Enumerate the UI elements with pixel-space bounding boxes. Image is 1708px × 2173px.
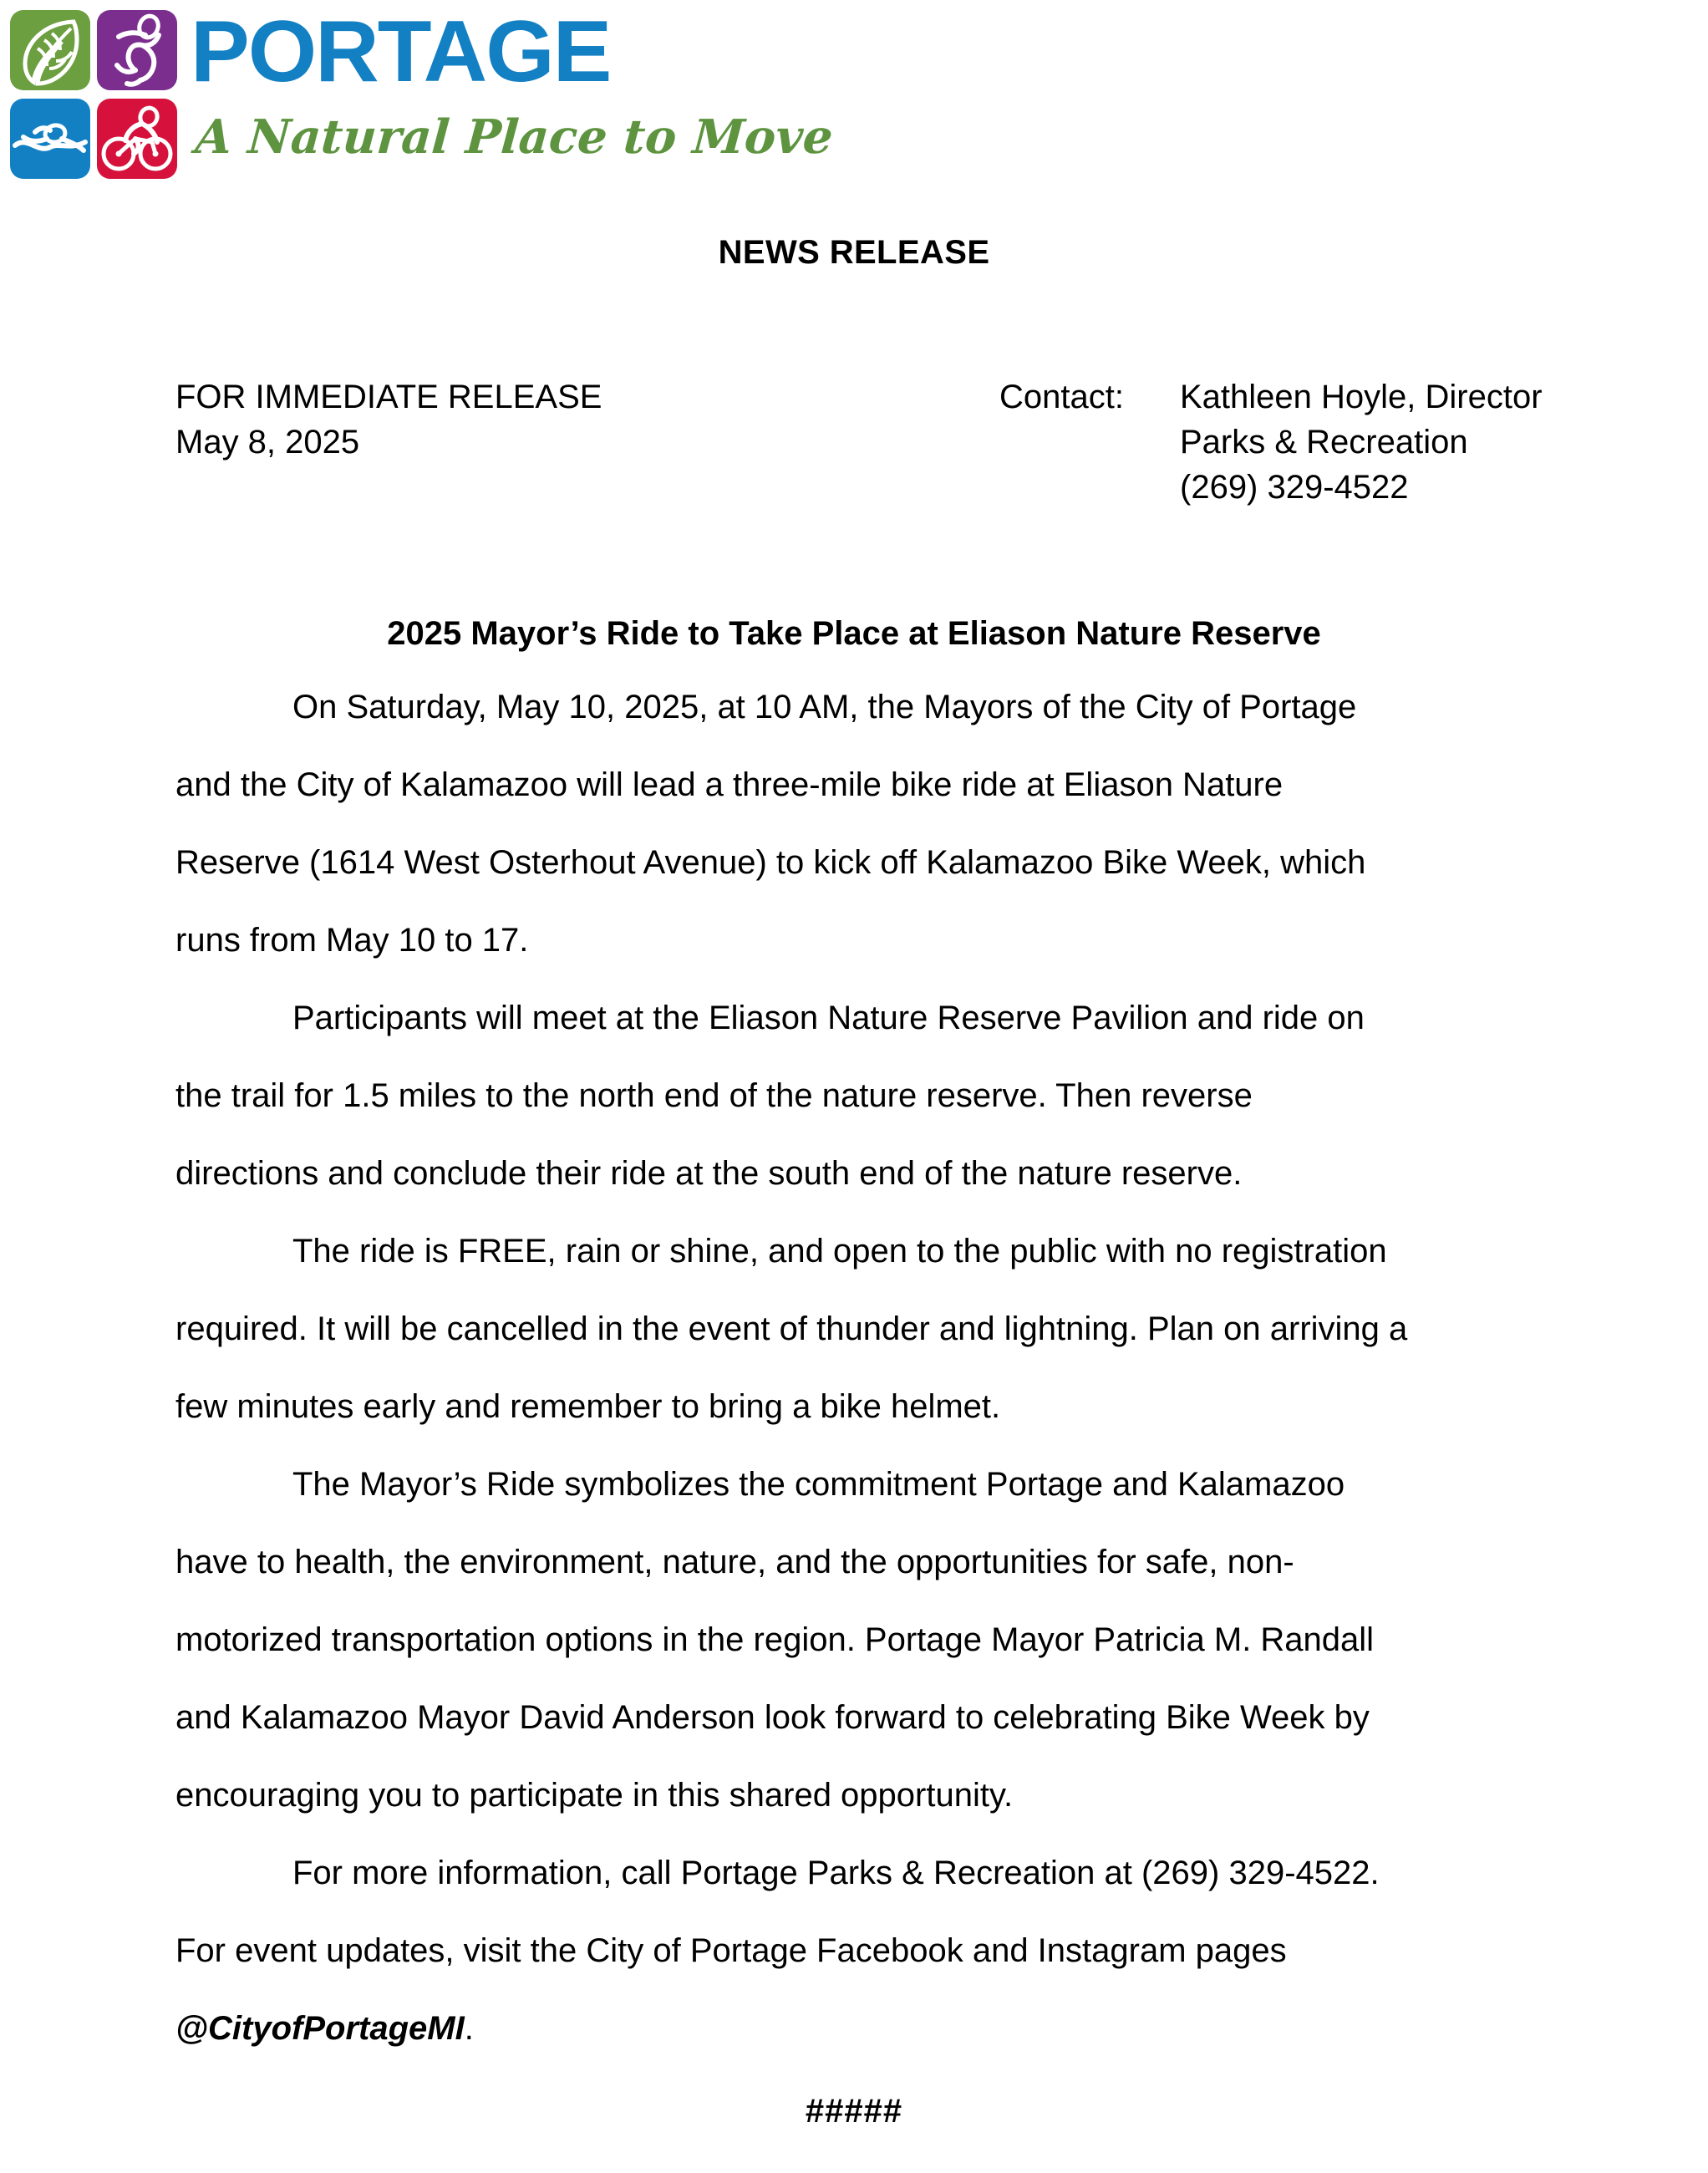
body-line: Participants will meet at the Eliason Nature Reserve Pavilion and ride on bbox=[292, 1000, 1365, 1036]
article-headline: 2025 Mayor’s Ride to Take Place at Eliason Nature Reserve bbox=[387, 615, 1321, 652]
portage-tagline: A Natural Place to Move bbox=[193, 109, 835, 165]
social-handle: @CityofPortageMI bbox=[175, 2010, 465, 2047]
cyclist-icon bbox=[97, 99, 177, 179]
body-line: the trail for 1.5 miles to the north end of the nature reserve. Then reverse bbox=[175, 1077, 1253, 1114]
body-line: encouraging you to participate in this shared opportunity. bbox=[175, 1777, 1014, 1814]
body-line: motorized transportation options in the region. Portage Mayor Patricia M. Randall bbox=[175, 1621, 1375, 1658]
contact-spacer-2 bbox=[999, 465, 1180, 510]
contact-phone-row bbox=[999, 465, 1543, 510]
article-body bbox=[175, 687, 1613, 2086]
portage-logo bbox=[8, 3, 835, 184]
social-handle-period: . bbox=[464, 2010, 474, 2047]
contact-name-row bbox=[999, 374, 1543, 420]
contact-department: Parks & Recreation bbox=[1180, 424, 1468, 461]
news-release-heading: NEWS RELEASE bbox=[718, 234, 990, 271]
contact-department-row bbox=[999, 420, 1543, 465]
contact-block bbox=[999, 374, 1543, 510]
body-line: runs from May 10 to 17. bbox=[175, 922, 529, 959]
body-line: directions and conclude their ride at the south end of the nature reserve. bbox=[175, 1155, 1243, 1192]
body-line: few minutes early and remember to bring a bike helmet. bbox=[175, 1388, 1001, 1425]
social-handle-line bbox=[175, 2008, 1613, 2086]
release-date: May 8, 2025 bbox=[175, 424, 360, 461]
contact-name: Kathleen Hoyle, Director bbox=[1180, 379, 1543, 415]
swimmer-icon bbox=[10, 99, 90, 179]
contact-label: Contact: bbox=[999, 379, 1124, 415]
body-line: The ride is FREE, rain or shine, and open to the public with no registration bbox=[292, 1233, 1387, 1270]
end-of-release-mark: ##### bbox=[805, 2093, 903, 2130]
leaf-icon bbox=[10, 10, 90, 90]
logo-icon-tiles bbox=[10, 10, 177, 181]
body-line: and the City of Kalamazoo will lead a three-mile bike ride at Eliason Nature bbox=[175, 766, 1284, 803]
release-meta-block bbox=[175, 374, 602, 465]
body-line: For event updates, visit the City of Portage Facebook and Instagram pages bbox=[175, 1932, 1287, 1969]
body-line: On Saturday, May 10, 2025, at 10 AM, the Mayors of the City of Portage bbox=[292, 689, 1357, 725]
body-line: and Kalamazoo Mayor David Anderson look forward to celebrating Bike Week by bbox=[175, 1699, 1370, 1736]
body-line: Reserve (1614 West Osterhout Avenue) to kick off Kalamazoo Bike Week, which bbox=[175, 844, 1366, 881]
runner-icon bbox=[97, 10, 177, 90]
contact-spacer-1 bbox=[999, 420, 1180, 465]
body-line: For more information, call Portage Parks & Recreation at (269) 329-4522. bbox=[292, 1855, 1380, 1891]
body-line: required. It will be cancelled in the event of thunder and lightning. Plan on arriving a bbox=[175, 1310, 1408, 1347]
body-line: have to health, the environment, nature, and the opportunities for safe, non- bbox=[175, 1544, 1294, 1580]
body-line: The Mayor’s Ride symbolizes the commitment Portage and Kalamazoo bbox=[292, 1466, 1345, 1503]
contact-phone: (269) 329-4522 bbox=[1180, 469, 1409, 506]
release-status: FOR IMMEDIATE RELEASE bbox=[175, 379, 602, 415]
portage-wordmark: PORTAGE bbox=[191, 3, 611, 100]
